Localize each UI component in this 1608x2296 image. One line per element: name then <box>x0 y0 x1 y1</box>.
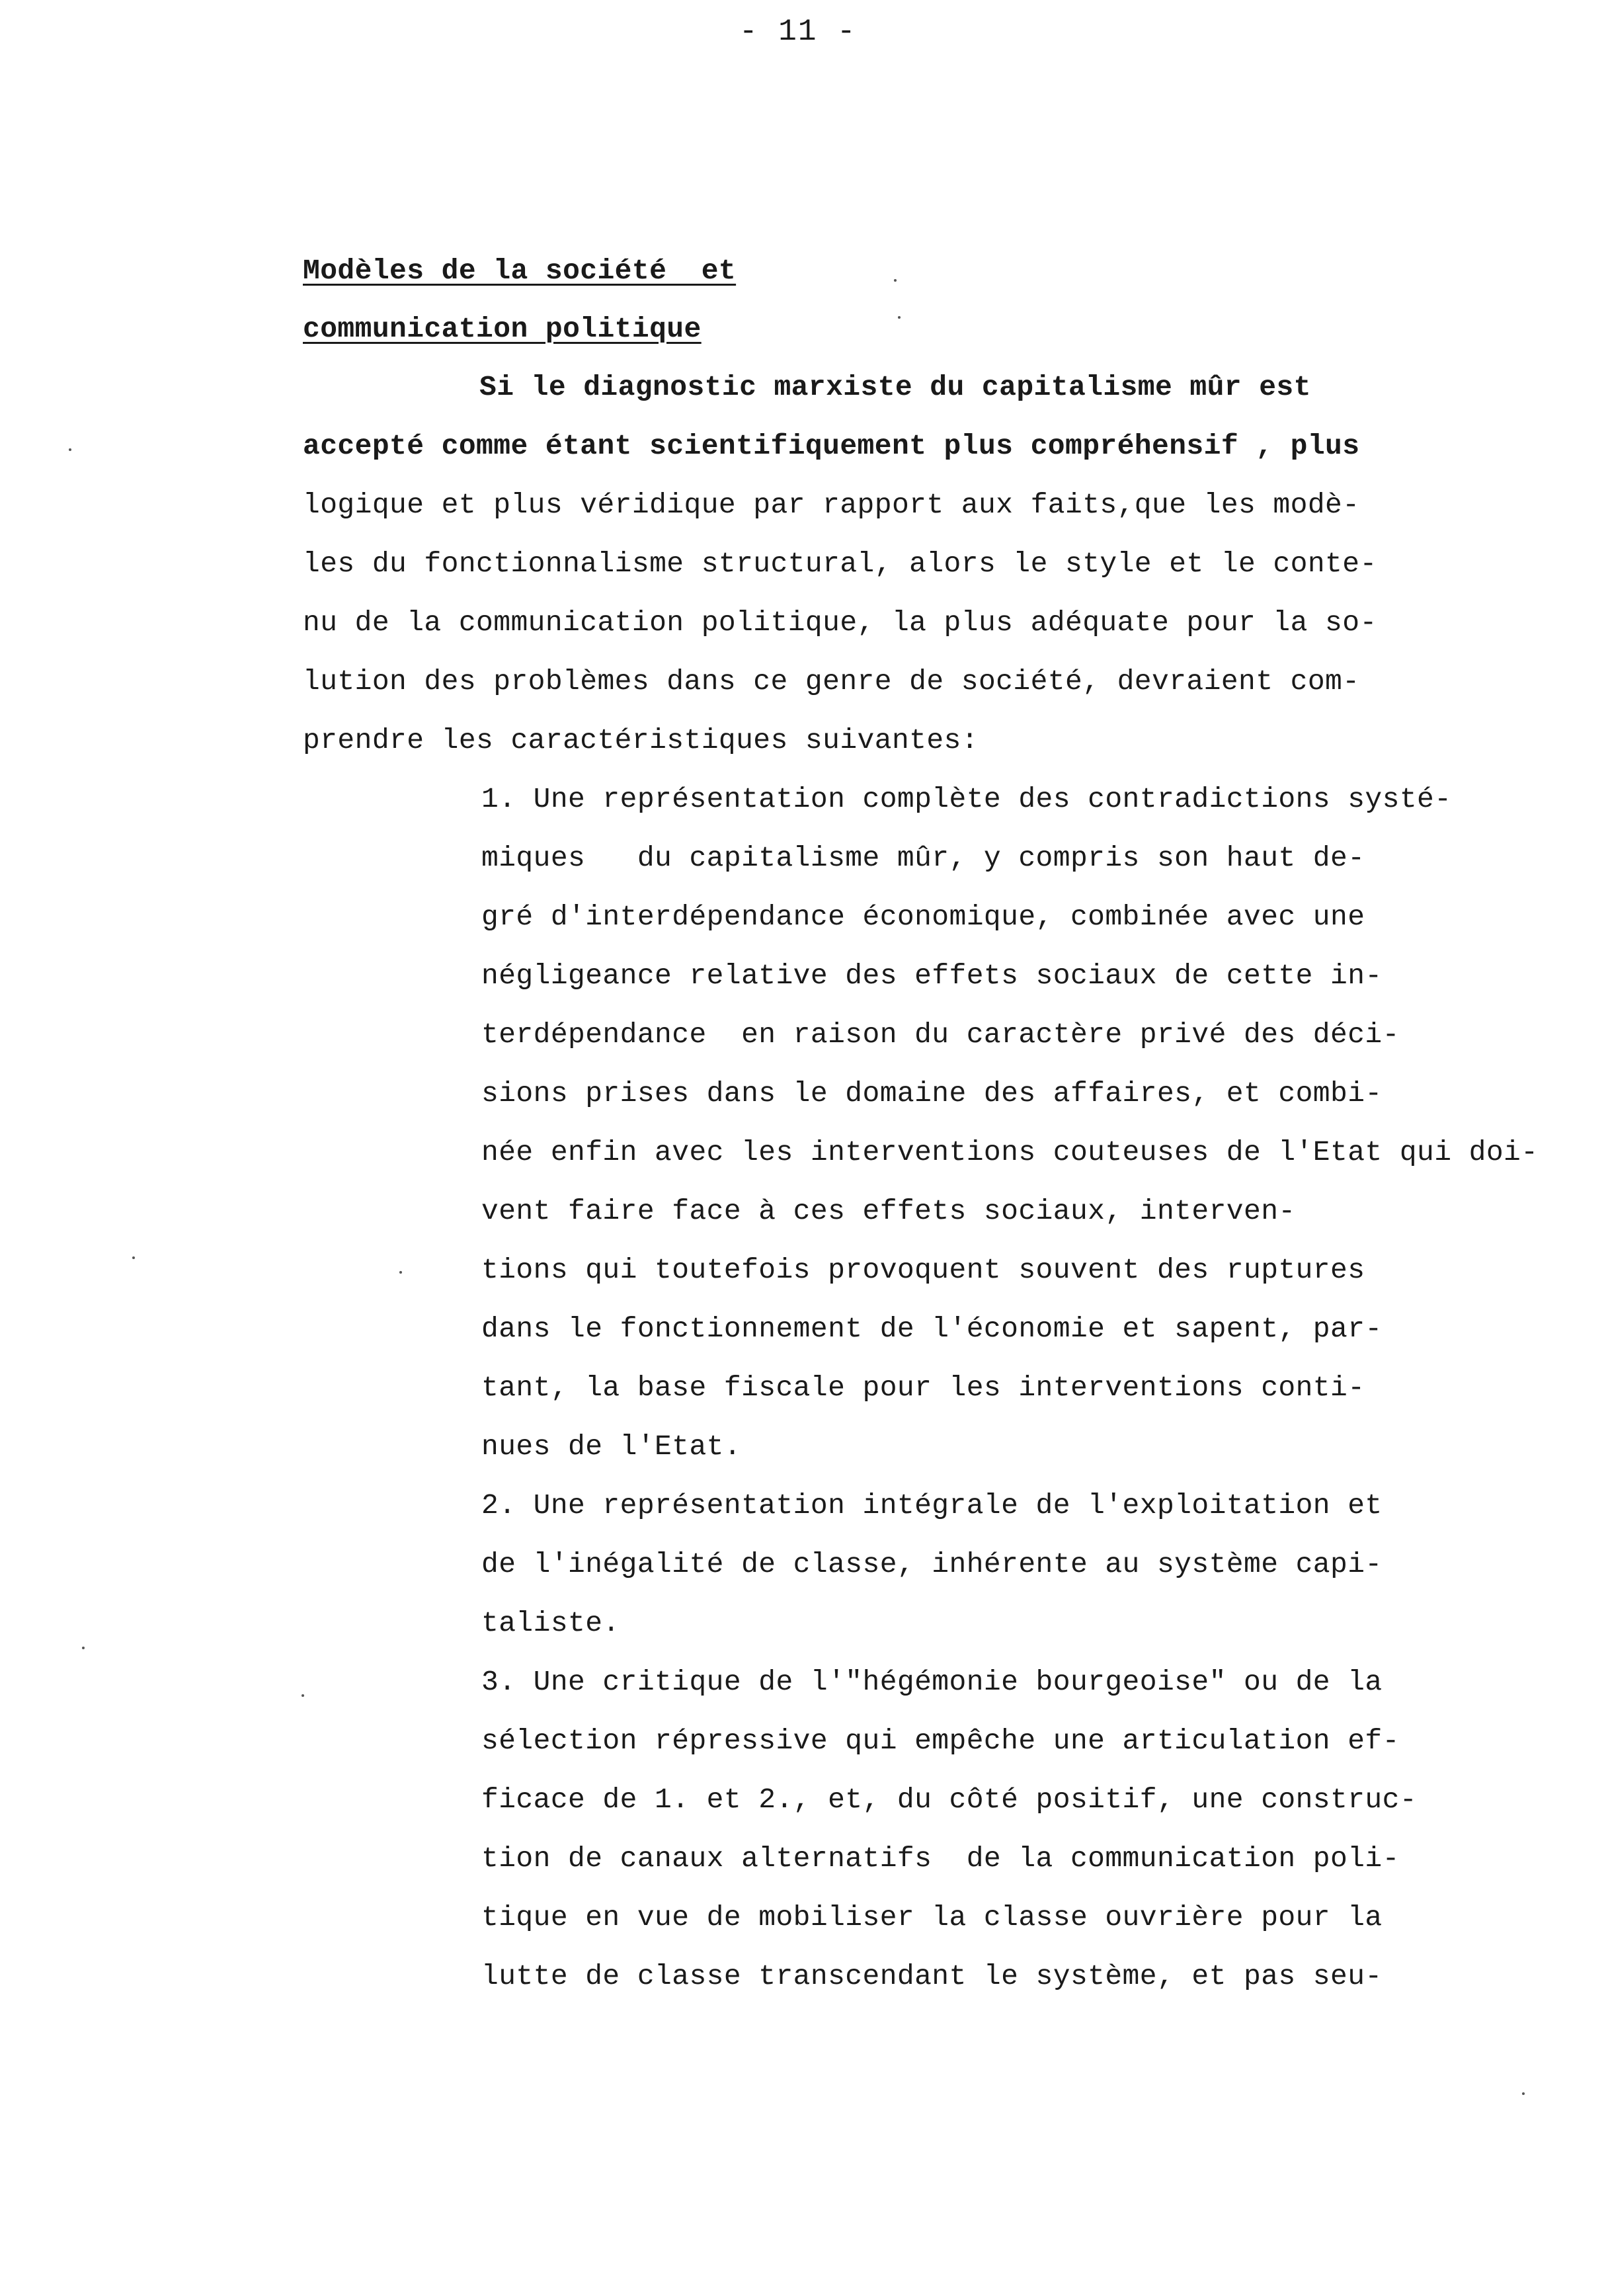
item-1-line-6: sions prises dans le domaine des affaires, et combi- <box>481 1077 1383 1110</box>
item-1-line-3: gré d'interdépendance économique, combinée avec une <box>481 901 1365 933</box>
item-1-line-12: nues de l'Etat. <box>481 1430 742 1463</box>
item-2-line-2: de l'inégalité de classe, inhérente au système capi- <box>481 1548 1383 1580</box>
intro-line-5: nu de la communication politique, la plus adéquate pour la so- <box>303 606 1377 639</box>
item-1-line-8: vent faire face à ces effets sociaux, interven- <box>481 1195 1296 1227</box>
item-3-line-1: 3. Une critique de l'"hégémonie bourgeoise" ou de la <box>481 1666 1383 1698</box>
page-number: - 11 - <box>739 15 857 49</box>
item-1-line-7: née enfin avec les interventions couteuses de l'Etat qui doi- <box>481 1136 1539 1168</box>
scan-speck <box>1522 2092 1525 2095</box>
item-1-line-2: miques du capitalisme mûr, y compris son haut de- <box>481 842 1365 874</box>
scan-speck <box>132 1256 135 1259</box>
intro-line-1: Si le diagnostic marxiste du capitalisme mûr est <box>479 371 1311 403</box>
item-1-line-1: 1. Une représentation complète des contradictions systé- <box>481 783 1452 815</box>
item-3-line-4: tion de canaux alternatifs de la communication poli- <box>481 1842 1400 1875</box>
scan-speck <box>894 279 897 282</box>
intro-line-2: accepté comme étant scientifiquement plus compréhensif , plus <box>303 430 1360 462</box>
intro-line-4: les du fonctionnalisme structural, alors le style et le conte- <box>303 548 1377 580</box>
intro-line-3: logique et plus véridique par rapport aux faits,que les modè- <box>303 489 1360 521</box>
item-1-line-10: dans le fonctionnement de l'économie et sapent, par- <box>481 1313 1383 1345</box>
item-1-line-5: terdépendance en raison du caractère privé des déci- <box>481 1018 1400 1051</box>
item-3-line-2: sélection répressive qui empêche une articulation ef- <box>481 1725 1400 1757</box>
item-1-line-9: tions qui toutefois provoquent souvent des ruptures <box>481 1254 1365 1286</box>
item-3-line-3: ficace de 1. et 2., et, du côté positif, une construc- <box>481 1784 1418 1816</box>
intro-line-6: lution des problèmes dans ce genre de société, devraient com- <box>303 665 1360 698</box>
section-heading-line-2: communication politique <box>303 313 702 345</box>
scan-speck <box>302 1694 304 1697</box>
scan-speck <box>399 1271 402 1274</box>
section-heading-line-1: Modèles de la société et <box>303 255 737 287</box>
item-2-line-3: taliste. <box>481 1607 620 1639</box>
item-1-line-11: tant, la base fiscale pour les interventions conti- <box>481 1372 1365 1404</box>
intro-line-7: prendre les caractéristiques suivantes: <box>303 724 979 757</box>
scan-speck <box>69 448 71 451</box>
item-3-line-6: lutte de classe transcendant le système, et pas seu- <box>481 1960 1383 1992</box>
item-2-line-1: 2. Une représentation intégrale de l'exploitation et <box>481 1489 1383 1522</box>
scan-speck <box>898 316 901 319</box>
scan-speck <box>82 1647 85 1649</box>
item-1-line-4: négligeance relative des effets sociaux de cette in- <box>481 960 1383 992</box>
item-3-line-5: tique en vue de mobiliser la classe ouvrière pour la <box>481 1901 1383 1934</box>
